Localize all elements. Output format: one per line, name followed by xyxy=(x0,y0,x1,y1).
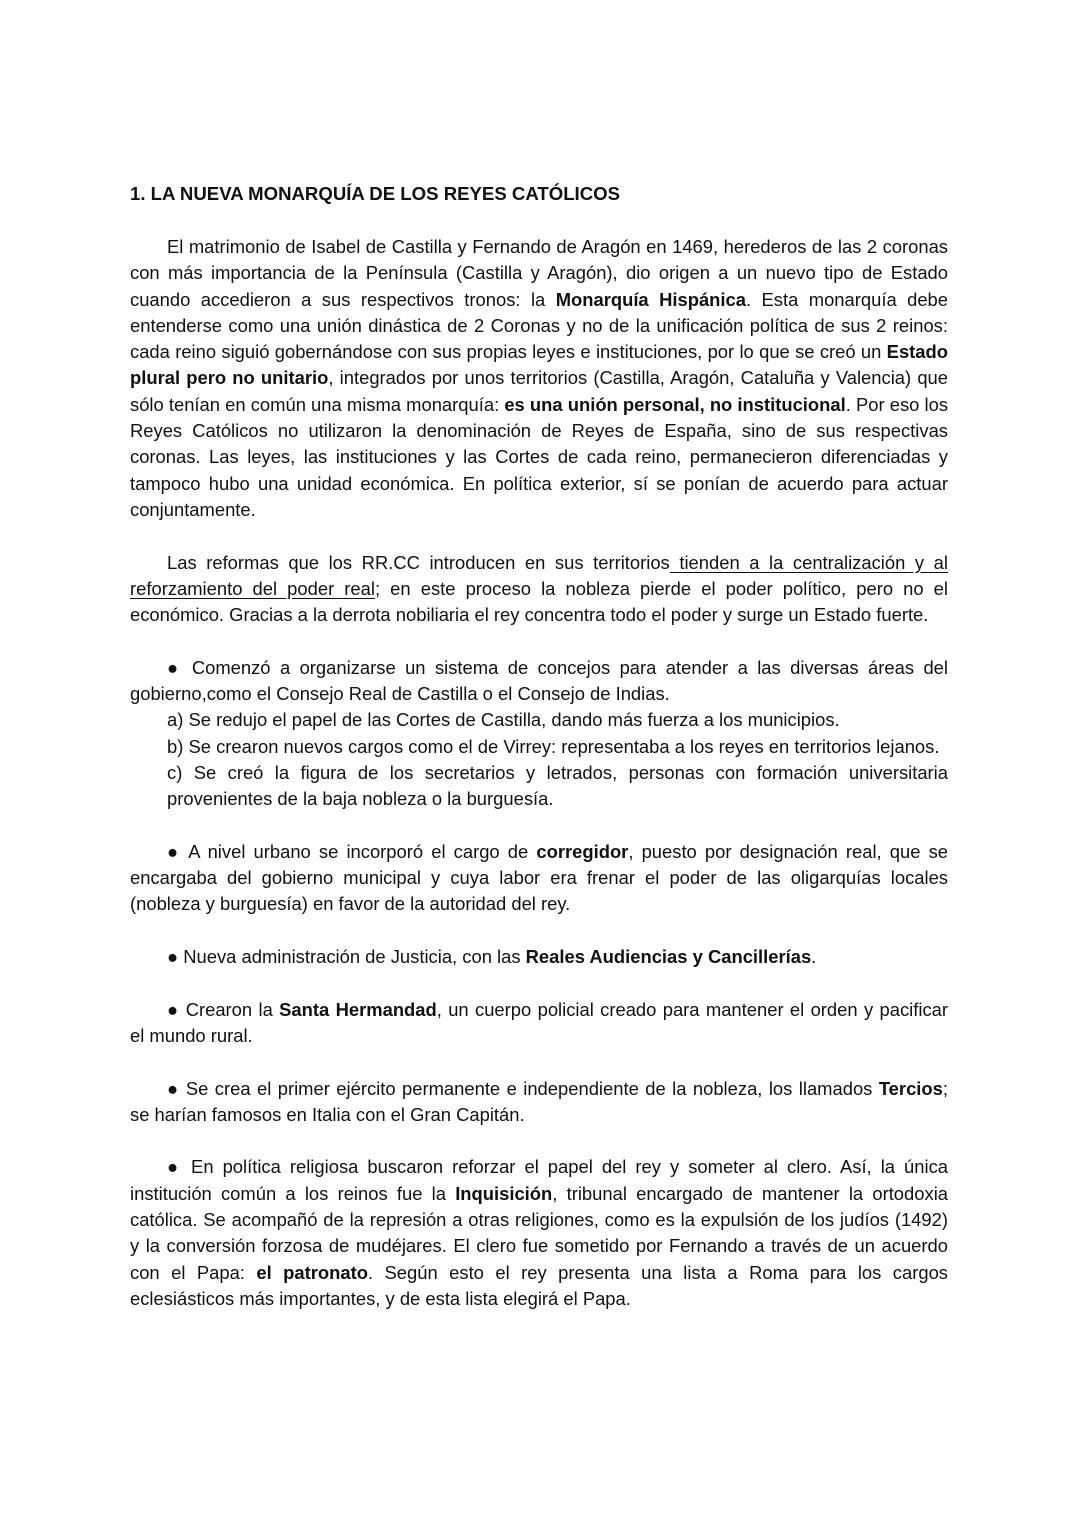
text-run: . Por eso los Reyes Católicos no utilizaron la denominación de Reyes de España, sino de sus respectivas coronas. Las leyes, las instituciones y las Cortes de cada reino, permanecieron diferenciadas y tampoco hubo una unidad económica. En política exterior, sí se ponían de acuerdo para actuar conjuntamente. xyxy=(130,393,949,520)
bold-text: Santa Hermandad xyxy=(279,998,437,1020)
text-run: . Esta monarquía debe entenderse como una unión dinástica de 2 Coronas y no de la unificación política de sus 2 reinos: cada reino siguió gobernándose con sus propias leyes e instituciones, por lo que se creó un xyxy=(130,288,949,363)
bullet-hermandad xyxy=(130,997,948,1050)
text-run: , tribunal encargado de mantener la ortodoxia católica. Se acompañó de la represión a otras religiones, como es la expulsión de los judíos (1492) y la conversión forzosa de mudéjares. El clero fue sometido por Fernando a través de un acuerdo con el Papa: xyxy=(130,1182,949,1283)
text-run: , puesto por designación real, que se encargaba del gobierno municipal y cuya labor era frenar el poder de las oligarquías locales (nobleza y burguesía) en favor de la autoridad del rey. xyxy=(130,840,948,915)
text-run: ● Comenzó a organizarse un sistema de concejos para atender a las diversas áreas del gobierno,como el Consejo Real de Castilla o el Consejo de Indias. xyxy=(130,656,948,705)
underlined-text: tienden a la centralización y al reforzamiento del poder real xyxy=(130,551,948,599)
text-run: . Según esto el rey presenta una lista a Roma para los cargos eclesiásticos más importantes, y de esta lista elegirá el Papa. xyxy=(130,1261,949,1309)
subitem-b xyxy=(130,734,948,760)
section-title: 1. LA NUEVA MONARQUÍA DE LOS REYES CATÓLICOS xyxy=(130,183,621,204)
paragraph-intro xyxy=(130,234,948,523)
bullet-justice xyxy=(130,944,948,970)
text-run: ; se harían famosos en Italia con el Gran Capitán. xyxy=(130,1077,948,1125)
bold-text: Tercios xyxy=(878,1077,943,1099)
text-run: . xyxy=(811,946,817,968)
document-body xyxy=(130,234,948,1312)
text-run: El matrimonio de Isabel de Castilla y Fernando de Aragón en 1469, herederos de las 2 coronas con más importancia de la Península (Castilla y Aragón), dio origen a un nuevo tipo de Estado cuando accedieron a sus respectivos tronos: la xyxy=(130,236,948,310)
bullet-army xyxy=(130,1076,948,1129)
text-run: c) Se creó la figura de los secretarios y letrados, personas con formación universitaria provenientes de la baja nobleza o la burguesía. xyxy=(167,761,948,810)
text-run: ● Se crea el primer ejército permanente e independiente de la nobleza, los llamados xyxy=(167,1077,879,1099)
text-run: , integrados por unos territorios (Castilla, Aragón, Cataluña y Valencia) que sólo tenían en común una misma monarquía: xyxy=(130,367,949,415)
text-run: , un cuerpo policial creado para mantener el orden y pacificar el mundo rural. xyxy=(130,998,948,1046)
bullet-corregidor xyxy=(130,839,948,918)
bold-text: Estado plural pero no unitario xyxy=(130,341,948,389)
bullet-religion xyxy=(130,1154,948,1312)
text-run: a) Se redujo el papel de las Cortes de Castilla, dando más fuerza a los municipios. xyxy=(167,709,840,731)
subitem-a xyxy=(130,707,948,733)
text-run: Las reformas que los RR.CC introducen en sus territorios xyxy=(167,551,670,573)
paragraph-reforms xyxy=(130,550,948,629)
text-run: ● A nivel urbano se incorporó el cargo de xyxy=(167,840,537,862)
bold-text: Reales Audiencias y Cancillerías xyxy=(525,946,812,968)
text-run: b) Se crearon nuevos cargos como el de Virrey: representaba a los reyes en territorios lejanos. xyxy=(167,735,940,757)
text-run: ● En política religiosa buscaron reforzar el papel del rey y someter al clero. Así, la única institución común a los reinos fue la xyxy=(130,1156,948,1204)
bullet-councils xyxy=(130,655,948,708)
text-run: ● Crearon la xyxy=(167,998,280,1020)
text-run: ; en este proceso la nobleza pierde el poder político, pero no el económico. Gracias a la derrota nobiliaria el rey concentra todo el poder y surge un Estado fuerte. xyxy=(130,577,949,626)
bold-text: es una unión personal, no institucional xyxy=(504,393,846,415)
text-run: ● Nueva administración de Justicia, con las xyxy=(167,946,526,968)
bold-text: Inquisición xyxy=(455,1182,553,1204)
subitem-c xyxy=(167,760,948,813)
bold-text: corregidor xyxy=(536,840,629,862)
bold-text: el patronato xyxy=(256,1261,368,1283)
bold-text: Monarquía Hispánica xyxy=(555,288,746,310)
document-page xyxy=(130,181,948,1338)
